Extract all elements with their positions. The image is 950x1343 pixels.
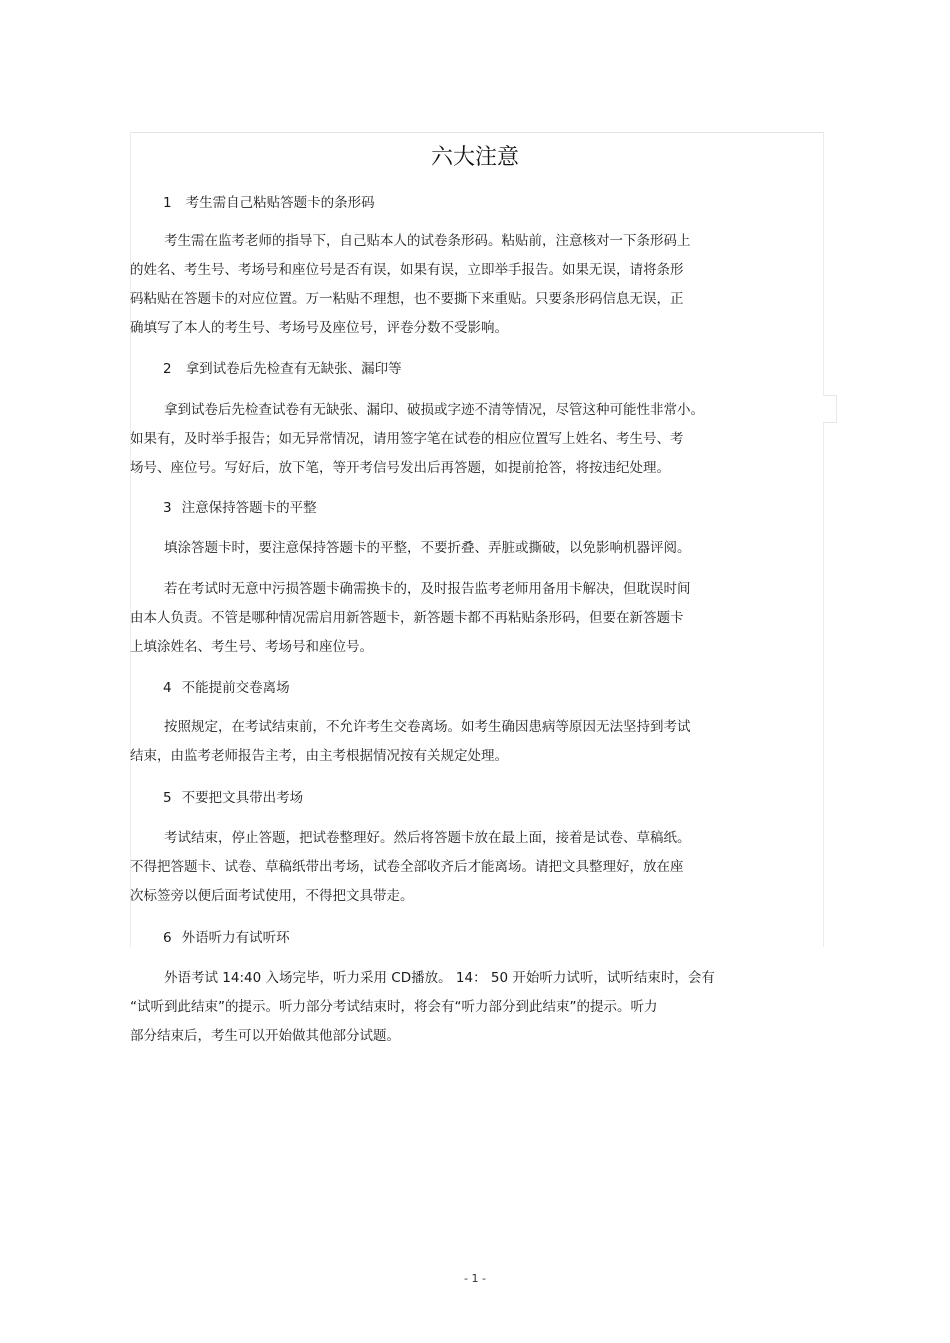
section-heading-text: 注意保持答题卡的平整 [181,500,317,516]
section-heading-3 [163,498,317,518]
paragraph-line: 次标签旁以便后面考试使用，不得把文具带走。 [130,888,414,904]
paragraph-line: 场号、座位号。写好后，放下笔，等开考信号发出后再答题，如提前抢答，将按违纪处理。 [130,460,670,476]
section-heading-4 [163,678,290,698]
paragraph-line: 若在考试时无意中污损答题卡确需换卡的，及时报告监考老师用备用卡解决，但耽误时间 [164,581,691,597]
paragraph-line: 由本人负责。不管是哪种情况需启用新答题卡，新答题卡都不再粘贴条形码，但要在新答题卡 [130,610,684,626]
paragraph-line: 结束，由监考老师报告主考，由主考根据情况按有关规定处理。 [130,748,508,764]
paragraph-line: 部分结束后，考生可以开始做其他部分试题。 [130,1028,400,1044]
section-heading-text: 外语听力有试听环 [181,930,290,946]
section-number: 2 [163,361,172,377]
section-heading-text: 不要把文具带出考场 [181,790,304,806]
section-heading-5 [163,788,303,808]
section-5-paragraph-1 [130,824,691,911]
paragraph-line: 不得把答题卡、试卷、草稿纸带出考场，试卷全部收齐后才能离场。请把文具整理好，放在座 [130,859,684,875]
paragraph-line: 拿到试卷后先检查试卷有无缺张、漏印、破损或字迹不清等情况，尽管这种可能性非常小。 [164,402,704,418]
section-3-paragraph-2 [130,575,691,662]
paragraph-line: 按照规定，在考试结束前，不允许考生交卷离场。如考生确因患病等原因无法坚持到考试 [164,719,691,735]
section-number: 1 [163,195,172,211]
section-number: 6 [163,930,172,946]
section-6-paragraph-1 [130,964,715,1051]
section-1-paragraph-1 [130,227,691,343]
section-number: 3 [163,500,172,516]
frame-notch [823,395,837,423]
paragraph-line: 如果有，及时举手报告；如无异常情况，请用签字笔在试卷的相应位置写上姓名、考生号、考 [130,431,684,447]
paragraph-line: 码粘贴在答题卡的对应位置。万一粘贴不理想，也不要撕下来重贴。只要条形码信息无误，正 [130,291,684,307]
section-heading-text: 拿到试卷后先检查有无缺张、漏印等 [185,361,402,377]
paragraph-line: 的姓名、考生号、考场号和座位号是否有误，如果有误，立即举手报告。如果无误，请将条形 [130,262,684,278]
section-heading-1 [163,193,375,213]
paragraph-line: 外语考试 14:40 入场完毕，听力采用 CD播放。 14： 50 开始听力试听，试听结束时，会有 [164,970,715,986]
section-heading-2 [163,359,402,379]
paragraph-line: 填涂答题卡时，要注意保持答题卡的平整，不要折叠、弄脏或撕破，以免影响机器评阅。 [164,540,691,556]
paragraph-line: 上填涂姓名、考生号、考场号和座位号。 [130,639,373,655]
paragraph-line: 考试结束，停止答题，把试卷整理好。然后将答题卡放在最上面，接着是试卷、草稿纸。 [164,830,691,846]
section-heading-6 [163,928,290,948]
paragraph-line: “试听到此结束”的提示。听力部分考试结束时，将会有“听力部分到此结束”的提示。听力 [130,999,658,1015]
paragraph-line: 考生需在监考老师的指导下，自己贴本人的试卷条形码。粘贴前，注意核对一下条形码上 [164,233,691,249]
paragraph-line: 确填写了本人的考生号、考场号及座位号，评卷分数不受影响。 [130,320,508,336]
section-heading-text: 不能提前交卷离场 [181,680,290,696]
section-3-paragraph-1 [130,534,691,563]
section-number: 4 [163,680,172,696]
section-number: 5 [163,790,172,806]
section-4-paragraph-1 [130,713,691,771]
section-heading-text: 考生需自己粘贴答题卡的条形码 [185,195,375,211]
section-2-paragraph-1 [130,396,704,483]
document-title: 六大注意 [430,145,519,170]
page-number: - 1 - [464,1272,486,1285]
